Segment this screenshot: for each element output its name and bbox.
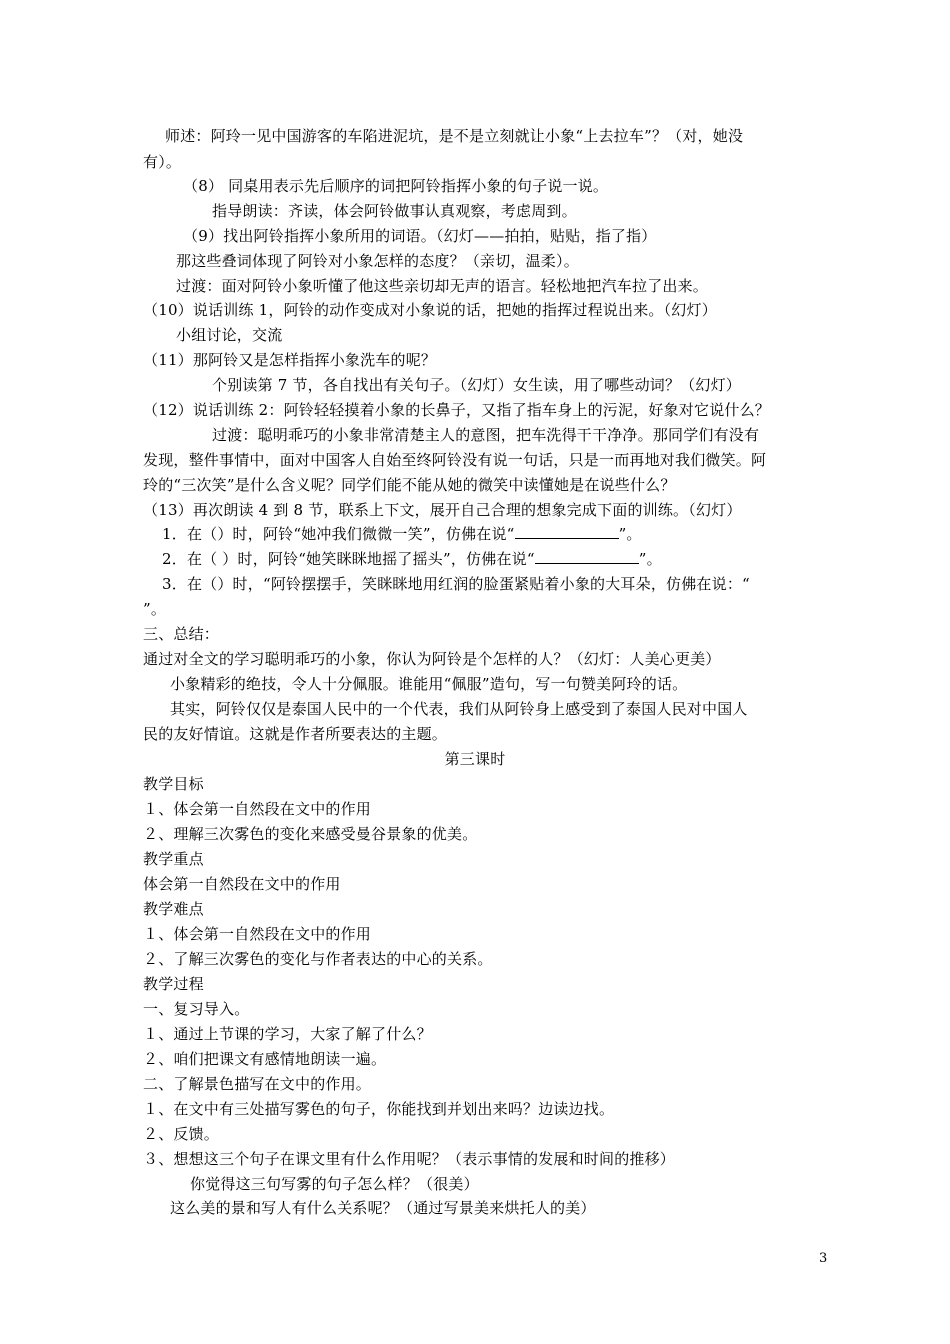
text-line: （12）说话训练 2：阿铃轻轻摸着小象的长鼻子，又指了指车身上的污泥，好象对它说什么？ [143,401,771,419]
list-item: １、通过上节课的学习，大家了解了什么？ [143,1025,432,1043]
text-line: （10）说话训练 1，阿铃的动作变成对小象说的话，把她的指挥过程说出来。（幻灯） [143,301,717,319]
list-item: ２、了解三次雾色的变化与作者表达的中心的关系。 [143,950,493,968]
text-line: 个别读第 7 节，各自找出有关句子。（幻灯）女生读，用了哪些动词？（幻灯） [212,376,741,394]
text-line: （9）找出阿铃指挥小象所用的词语。（幻灯——拍拍，贴贴，指了指） [183,227,657,245]
text-line: 发现，整件事情中，面对中国客人自始至终阿铃没有说一句话，只是一而再地对我们微笑。阿 [143,451,767,469]
text-line: 其实，阿铃仅仅是泰国人民中的一个代表，我们从阿铃身上感受到了泰国人民对中国人 [170,700,748,718]
section-heading: 教学重点 [143,850,204,868]
lesson-title: 第三课时 [444,750,506,768]
text-line: （11）那阿铃又是怎样指挥小象洗车的呢？ [143,351,437,369]
text-line: 有）。 [143,153,182,171]
answer-blank[interactable] [515,524,619,539]
section-heading: 教学难点 [143,900,204,918]
text-line: 师述：阿玲一见中国游客的车陷进泥坑，是不是立刻就让小象“上去拉车”？（对，她没 [165,127,744,145]
text-line: （8） 同桌用表示先后顺序的词把阿铃指挥小象的句子说一说。 [183,177,609,195]
list-item: ２、理解三次雾色的变化来感受曼谷景象的优美。 [143,825,478,843]
exercise-line-3: 3．在（）时，“阿铃摆摆手，笑眯眯地用红润的脸蛋紧贴着小象的大耳朵，仿佛在说：“ [162,575,750,593]
exercise-line-1 [162,524,642,544]
text-line: 指导朗读：齐读，体会阿铃做事认真观察，考虑周到。 [212,202,577,220]
exercise-line-2 [162,549,662,569]
text-line: 玲的“三次笑”是什么含义呢？同学们能不能从她的微笑中读懂她是在说些什么？ [143,476,676,494]
exercise-close: ”。 [638,550,662,568]
exercise-prompt: 1．在（）时，阿铃“她冲我们微微一笑”，仿佛在说“ [162,525,515,543]
text-line: ”。 [143,600,167,618]
list-item: ２、反馈。 [143,1125,220,1143]
text-line: 这么美的景和写人有什么关系呢？（通过写景美来烘托人的美） [170,1199,596,1217]
text-line: （13）再次朗读 4 到 8 节，联系上下文，展开自己合理的想象完成下面的训练。（幻灯） [143,501,742,519]
exercise-prompt: 2．在（ ）时，阿铃“她笑眯眯地摇了摇头”，仿佛在说“ [162,550,535,568]
exercise-close: ”。 [618,525,642,543]
text-line: 体会第一自然段在文中的作用 [143,875,341,893]
text-line: 你觉得这三句写雾的句子怎么样？（很美） [190,1175,479,1193]
section-heading: 教学过程 [143,975,204,993]
section-heading: 二、了解景色描写在文中的作用。 [143,1075,372,1093]
section-heading: 一、复习导入。 [143,1000,250,1018]
text-line: 小组讨论，交流 [176,326,283,344]
section-heading: 三、总结： [143,625,220,643]
text-line: 小象精彩的绝技，令人十分佩服。谁能用“佩服”造句，写一句赞美阿玲的话。 [170,675,688,693]
list-item: ２、咱们把课文有感情地朗读一遍。 [143,1050,387,1068]
text-line: 通过对全文的学习聪明乖巧的小象，你认为阿铃是个怎样的人？（幻灯：人美心更美） [143,650,721,668]
section-heading: 教学目标 [143,775,204,793]
text-line: 过渡：聪明乖巧的小象非常清楚主人的意图，把车洗得干干净净。那同学们有没有 [212,426,760,444]
text-line: 过渡：面对阿铃小象听懂了他这些亲切却无声的语言。轻松地把汽车拉了出来。 [176,277,709,295]
list-item: １、体会第一自然段在文中的作用 [143,800,372,818]
page-number: 3 [819,1251,828,1266]
list-item: １、在文中有三处描写雾色的句子，你能找到并划出来吗？边读边找。 [143,1100,615,1118]
list-item: ３、想想这三个句子在课文里有什么作用呢？（表示事情的发展和时间的推移） [143,1150,676,1168]
text-line: 那这些叠词体现了阿铃对小象怎样的态度？（亲切，温柔）。 [176,252,579,270]
list-item: １、体会第一自然段在文中的作用 [143,925,372,943]
answer-blank[interactable] [535,549,639,564]
text-line: 民的友好情谊。这就是作者所要表达的主题。 [143,725,448,743]
